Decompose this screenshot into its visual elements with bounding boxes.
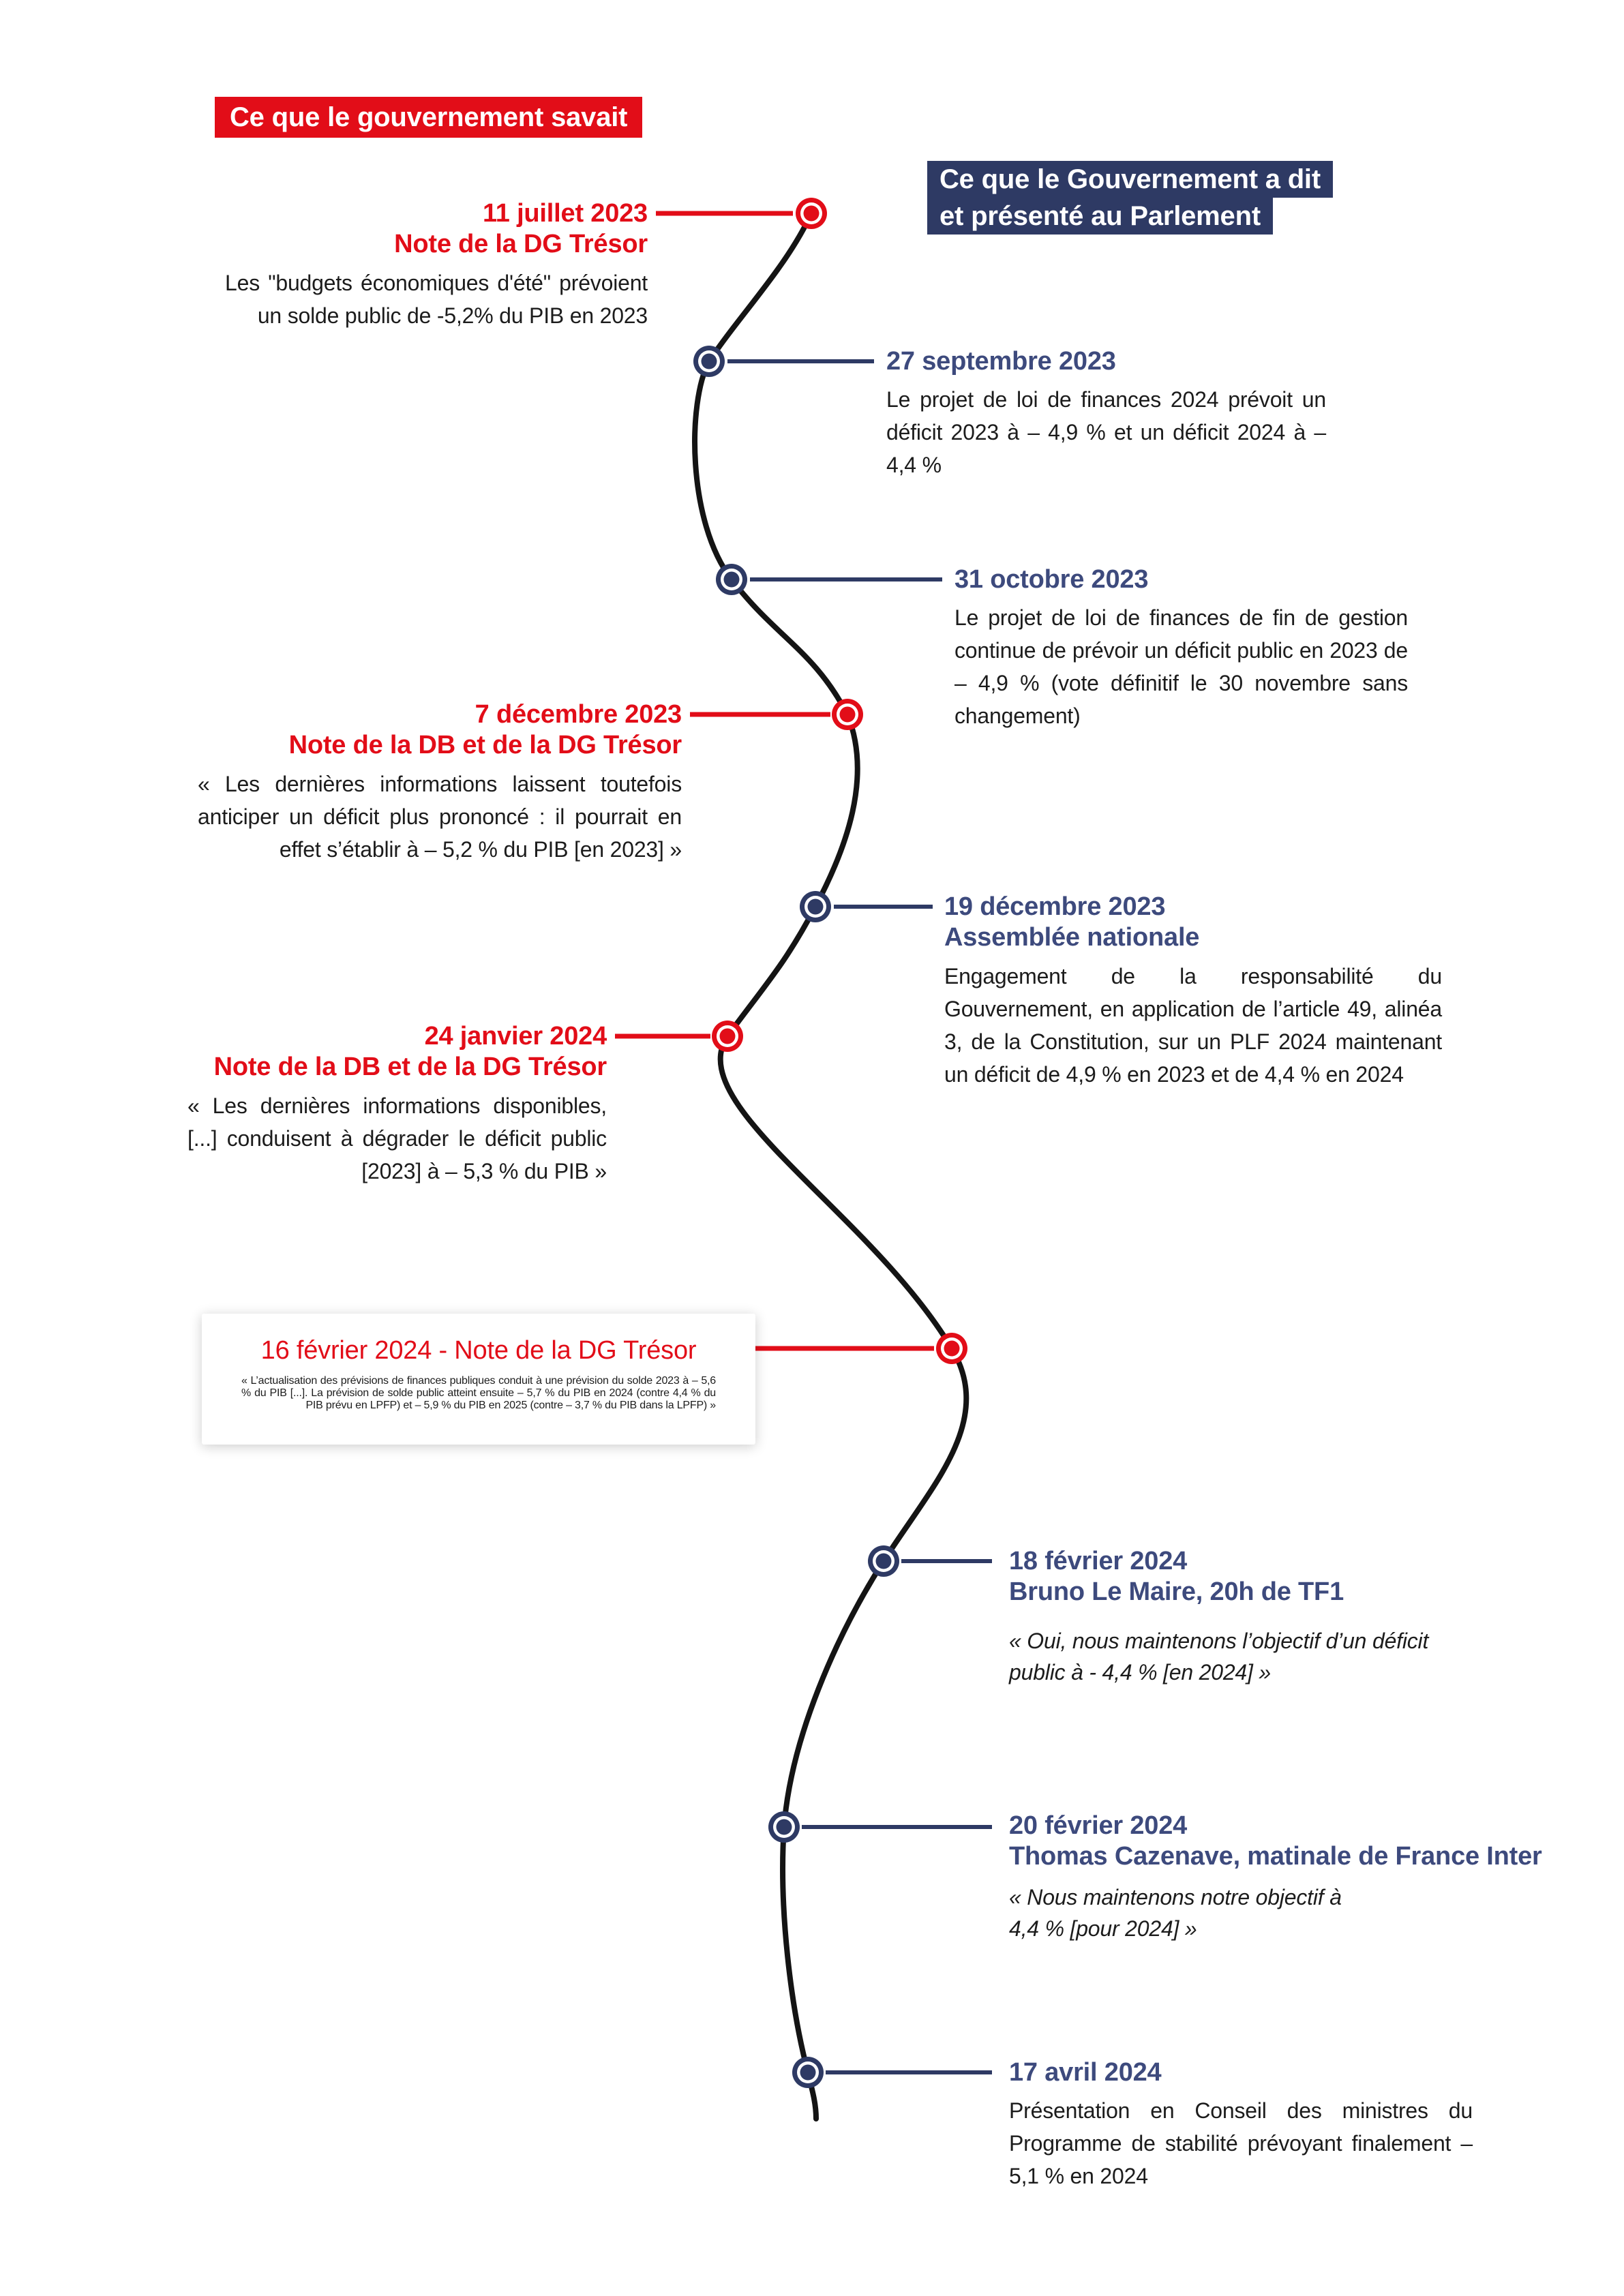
event-27-septembre-2023	[886, 346, 1326, 481]
timeline-node-blue	[693, 346, 725, 377]
timeline-node-red	[832, 699, 863, 730]
event-title: Note de la DB et de la DG Trésor	[213, 1053, 607, 1081]
event-title: Bruno Le Maire, 20h de TF1	[1009, 1577, 1344, 1606]
event-title: Thomas Cazenave, matinale de France Inter	[1009, 1842, 1542, 1871]
event-title: Assemblée nationale	[944, 923, 1200, 952]
event-31-octobre-2023	[954, 564, 1408, 732]
event-body: « Les dernières informations disponibles, [...] conduisent à dégrader le déficit public [2023] à – 5,3 % du PIB »	[187, 1093, 607, 1183]
timeline-curve	[695, 213, 966, 2119]
event-body: « Les dernières informations laissent toutefois anticiper un déficit plus prononcé : il pourrait en effet s’établir à – 5,2 % du PIB [en 2023] »	[198, 772, 682, 862]
event-20-fevrier-2024	[1009, 1811, 1609, 1944]
timeline-node-red	[936, 1333, 967, 1364]
event-date: 19 décembre 2023	[944, 892, 1166, 921]
timeline-node-blue	[792, 2057, 824, 2088]
event-date: 18 février 2024	[1009, 1547, 1188, 1575]
header-right-line1: Ce que le Gouvernement a dit	[927, 161, 1333, 198]
event-body: « L’actualisation des prévisions de finances publiques conduit à une prévision du solde 2023 à – 5,6 % du PIB [...]. La prévision de solde public atteint ensuite – 5,7 % du PIB en 2024 (contre 4,4 % du PIB prévu en LPFP) et – 5,9 % du PIB en 2025 (contre – 3,7 % du PIB dans la LPFP) »	[241, 1375, 716, 1411]
timeline-node-blue	[868, 1545, 899, 1577]
event-body: Engagement de la responsabilité du Gouvernement, en application de l’article 49, alinéa 3, de la Constitution, sur un PLF 2024 maintenant un déficit de 4,9 % en 2023 et de 4,4 % en 2024	[944, 964, 1442, 1087]
event-title: 16 février 2024 - Note de la DG Trésor	[260, 1336, 697, 1365]
event-date: 27 septembre 2023	[886, 347, 1116, 376]
event-18-fevrier-2024	[1009, 1546, 1432, 1688]
event-title: Note de la DG Trésor	[394, 230, 648, 258]
event-17-avril-2024	[1009, 2057, 1473, 2192]
timeline-node-blue	[716, 564, 747, 595]
event-body: Présentation en Conseil des ministres du Programme de stabilité prévoyant finalement – 5,1 % en 2024	[1009, 2098, 1473, 2188]
event-date: 24 janvier 2024	[424, 1022, 607, 1051]
event-body: Le projet de loi de finances de fin de gestion continue de prévoir un déficit public en 2023 de – 4,9 % (vote définitif le 30 novembre sans changement)	[954, 605, 1408, 728]
event-24-janvier-2024	[187, 1021, 607, 1188]
timeline-node-red	[796, 198, 827, 229]
event-body: Les "budgets économiques d'été" prévoient un solde public de -5,2% du PIB en 2023	[225, 271, 648, 328]
event-19-decembre-2023	[944, 892, 1442, 1091]
event-date: 17 avril 2024	[1009, 2058, 1162, 2087]
event-date: 20 février 2024	[1009, 1811, 1188, 1840]
header-right-line2: et présenté au Parlement	[927, 198, 1273, 235]
header-left: Ce que le gouvernement savait	[215, 97, 642, 138]
timeline-node-blue	[768, 1811, 800, 1843]
event-body: Le projet de loi de finances 2024 prévoit un déficit 2023 à – 4,9 % et un déficit 2024 à – 4,4 %	[886, 387, 1326, 477]
event-title: Note de la DB et de la DG Trésor	[288, 731, 682, 759]
header-right	[927, 161, 1333, 235]
event-quote: « Nous maintenons notre objectif à 4,4 % [pour 2024] »	[1009, 1885, 1342, 1941]
timeline-node-red	[712, 1021, 743, 1052]
event-16-fevrier-2024-note-box	[202, 1314, 755, 1445]
event-date: 7 décembre 2023	[475, 700, 682, 729]
timeline-node-blue	[800, 891, 831, 922]
event-date: 31 octobre 2023	[954, 565, 1149, 594]
event-date: 11 juillet 2023	[482, 199, 648, 228]
event-11-juillet-2023	[225, 198, 648, 332]
event-7-decembre-2023	[198, 699, 682, 866]
event-quote: « Oui, nous maintenons l’objectif d’un déficit public à - 4,4 % [en 2024] »	[1009, 1629, 1429, 1685]
